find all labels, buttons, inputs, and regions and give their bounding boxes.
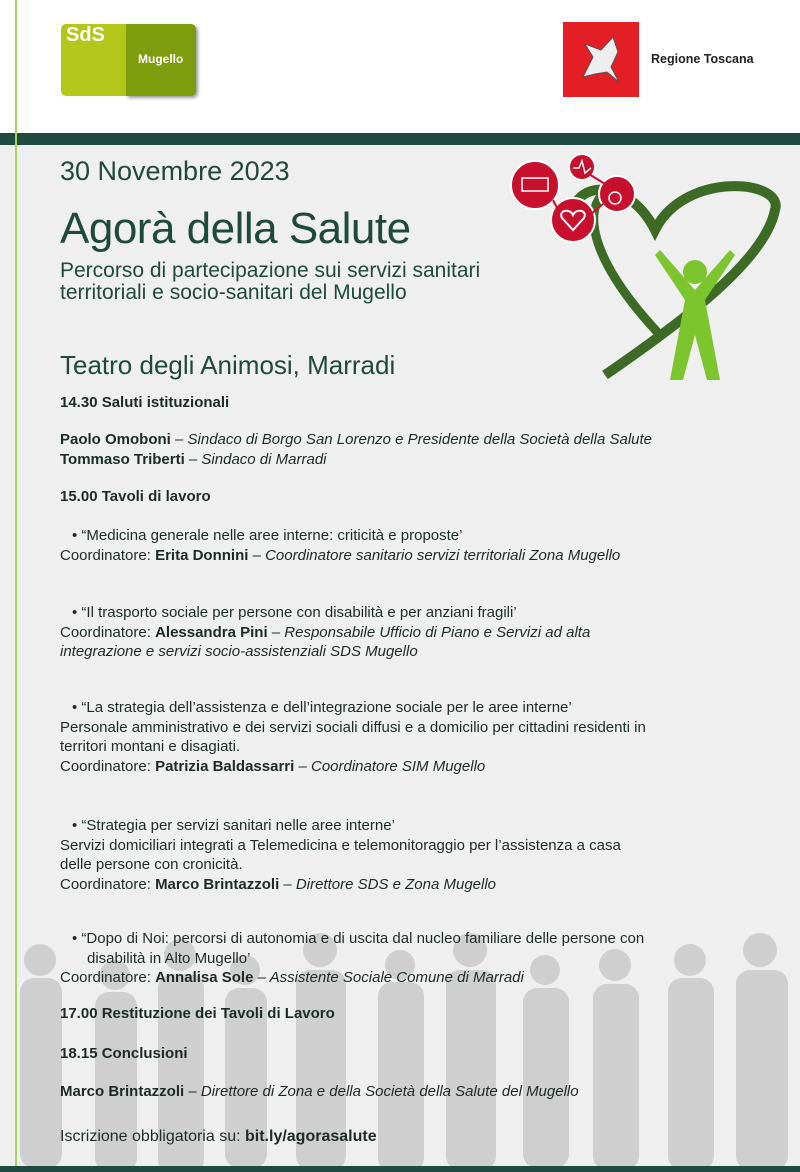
speaker-name: Tommaso Triberti — [60, 451, 185, 468]
table-title: “Dopo di Noi: percorsi di autonomia e di uscita dal nucleo familiare delle persone con — [81, 930, 645, 947]
section-tavoli: 15.00 Tavoli di lavoro — [60, 488, 211, 505]
coord-label: Coordinatore: — [60, 546, 151, 564]
coordinator-name: Patrizia Baldassarri — [155, 757, 295, 775]
section-conclusioni: 18.15 Conclusioni — [60, 1045, 188, 1062]
wheelchair-icon — [599, 176, 635, 212]
coordinator-role: – Coordinatore SIM Mugello — [298, 757, 486, 775]
coord-label: Coordinatore: — [60, 969, 151, 986]
signup-link[interactable]: bit.ly/agorasalute — [245, 1128, 377, 1145]
table-item: • “Dopo di Noi: percorsi di autonomia e di uscita dal nucleo familiare delle persone con disabilità in Alto Mugello’ Coordinatore: Annalisa Sole – Assistente Sociale Comune di Marradi — [60, 930, 645, 986]
event-venue: Teatro degli Animosi, Marradi — [60, 350, 396, 380]
table-item: • “La strategia dell’assistenza e dell’integrazione sociale per le aree interne’ Personale amministrativo e dei servizi sociali diffusi e a domicilio per cittadini residenti in territori montani e disagiati. Coordinatore: Patrizia Baldassarri – Coordinatore SIM Mugello — [60, 699, 646, 775]
event-title: Agorà della Salute — [60, 204, 411, 253]
coordinator-name: Alessandra Pini — [155, 623, 268, 641]
speaker-role: – Sindaco di Borgo San Lorenzo e Presidente della Società della Salute — [175, 431, 653, 448]
table-item: • “Strategia per servizi sanitari nelle aree interne’ Servizi domiciliari integrati a Telemedicina e telemonitoraggio per l’assistenza a casa delle persone con cronicità. Coordinatore: Marco Brintazzoli – Direttore SDS e Zona Mugello — [60, 817, 621, 893]
coordinator-name: Marco Brintazzoli — [155, 875, 280, 893]
table-desc: Personale amministrativo e dei servizi sociali diffusi e a domicilio per cittadini residenti in — [60, 718, 646, 736]
event-subtitle: Percorso di partecipazione sui servizi sanitari territoriali e socio-sanitari del Mugello — [60, 259, 481, 304]
sds-logo-sub: Mugello — [138, 52, 184, 66]
event-date: 30 Novembre 2023 — [60, 156, 290, 186]
coordinator-role: – Coordinatore sanitario servizi territoriali Zona Mugello — [252, 546, 621, 564]
health-heart-logo — [495, 150, 795, 390]
footer-band — [0, 1166, 800, 1172]
coordinator-role: – Direttore SDS e Zona Mugello — [283, 875, 497, 893]
speaker-role: – Sindaco di Marradi — [188, 451, 327, 468]
table-title: “Medicina generale nelle aree interne: criticità e proposte’ — [81, 527, 463, 544]
signup-label: Iscrizione obbligatoria su: — [60, 1128, 241, 1145]
coord-label: Coordinatore: — [60, 757, 151, 775]
heart-icon — [551, 198, 595, 242]
table-title: “La strategia dell’assistenza e dell’integrazione sociale per le aree interne’ — [81, 699, 572, 716]
coord-label: Coordinatore: — [60, 875, 151, 893]
section-restituzione: 17.00 Restituzione dei Tavoli di Lavoro — [60, 1005, 335, 1022]
coordinator-role-cont: integrazione e servizi socio-assistenziali SDS Mugello — [60, 643, 418, 660]
table-desc: Servizi domiciliari integrati a Telemedicina e telemonitoraggio per l’assistenza a casa — [60, 836, 621, 854]
coordinator-name: Annalisa Sole — [155, 969, 254, 986]
signup — [60, 1127, 377, 1147]
table-item: • “Il trasporto sociale per persone con disabilità e per anziani fragili’ Coordinatore: Alessandra Pini – Responsabile Ufficio di Piano e Servizi ad alta integrazione e servizi socio-assistenziali SDS Mugello — [60, 604, 591, 660]
table-title: “Strategia per servizi sanitari nelle aree interne’ — [81, 817, 395, 834]
speaker-name: Marco Brintazzoli — [60, 1083, 185, 1100]
table-title-cont: disabilità in Alto Mugello’ — [87, 949, 251, 967]
table-desc-cont: territori montani e disagiati. — [60, 738, 241, 755]
speaker — [60, 450, 327, 470]
table-item: • “Medicina generale nelle aree interne: criticità e proposte’ Coordinatore: Erita Donnini – Coordinatore sanitario servizi territoriali Zona Mugello — [60, 527, 621, 564]
regione-toscana-label: Regione Toscana — [651, 52, 754, 66]
coord-label: Coordinatore: — [60, 623, 151, 641]
ambulance-icon — [511, 161, 559, 209]
coordinator-role: – Assistente Sociale Comune di Marradi — [257, 969, 524, 986]
speaker-role: – Direttore di Zona e della Società della Salute del Mugello — [188, 1083, 579, 1100]
regione-toscana-pegasus-logo — [563, 22, 639, 97]
speaker-name: Paolo Omoboni — [60, 431, 171, 448]
header-divider — [0, 133, 800, 145]
table-title: “Il trasporto sociale per persone con disabilità e per anziani fragili’ — [81, 604, 517, 621]
coordinator-name: Erita Donnini — [155, 546, 249, 564]
coordinator-role: – Responsabile Ufficio di Piano e Servizi ad alta — [271, 623, 591, 641]
closing-speaker — [60, 1082, 579, 1102]
table-desc-cont: delle persone con cronicità. — [60, 856, 243, 873]
sds-logo-text: SdS — [66, 24, 105, 46]
speaker — [60, 430, 652, 450]
section-saluti: 14.30 Saluti istituzionali — [60, 394, 230, 411]
